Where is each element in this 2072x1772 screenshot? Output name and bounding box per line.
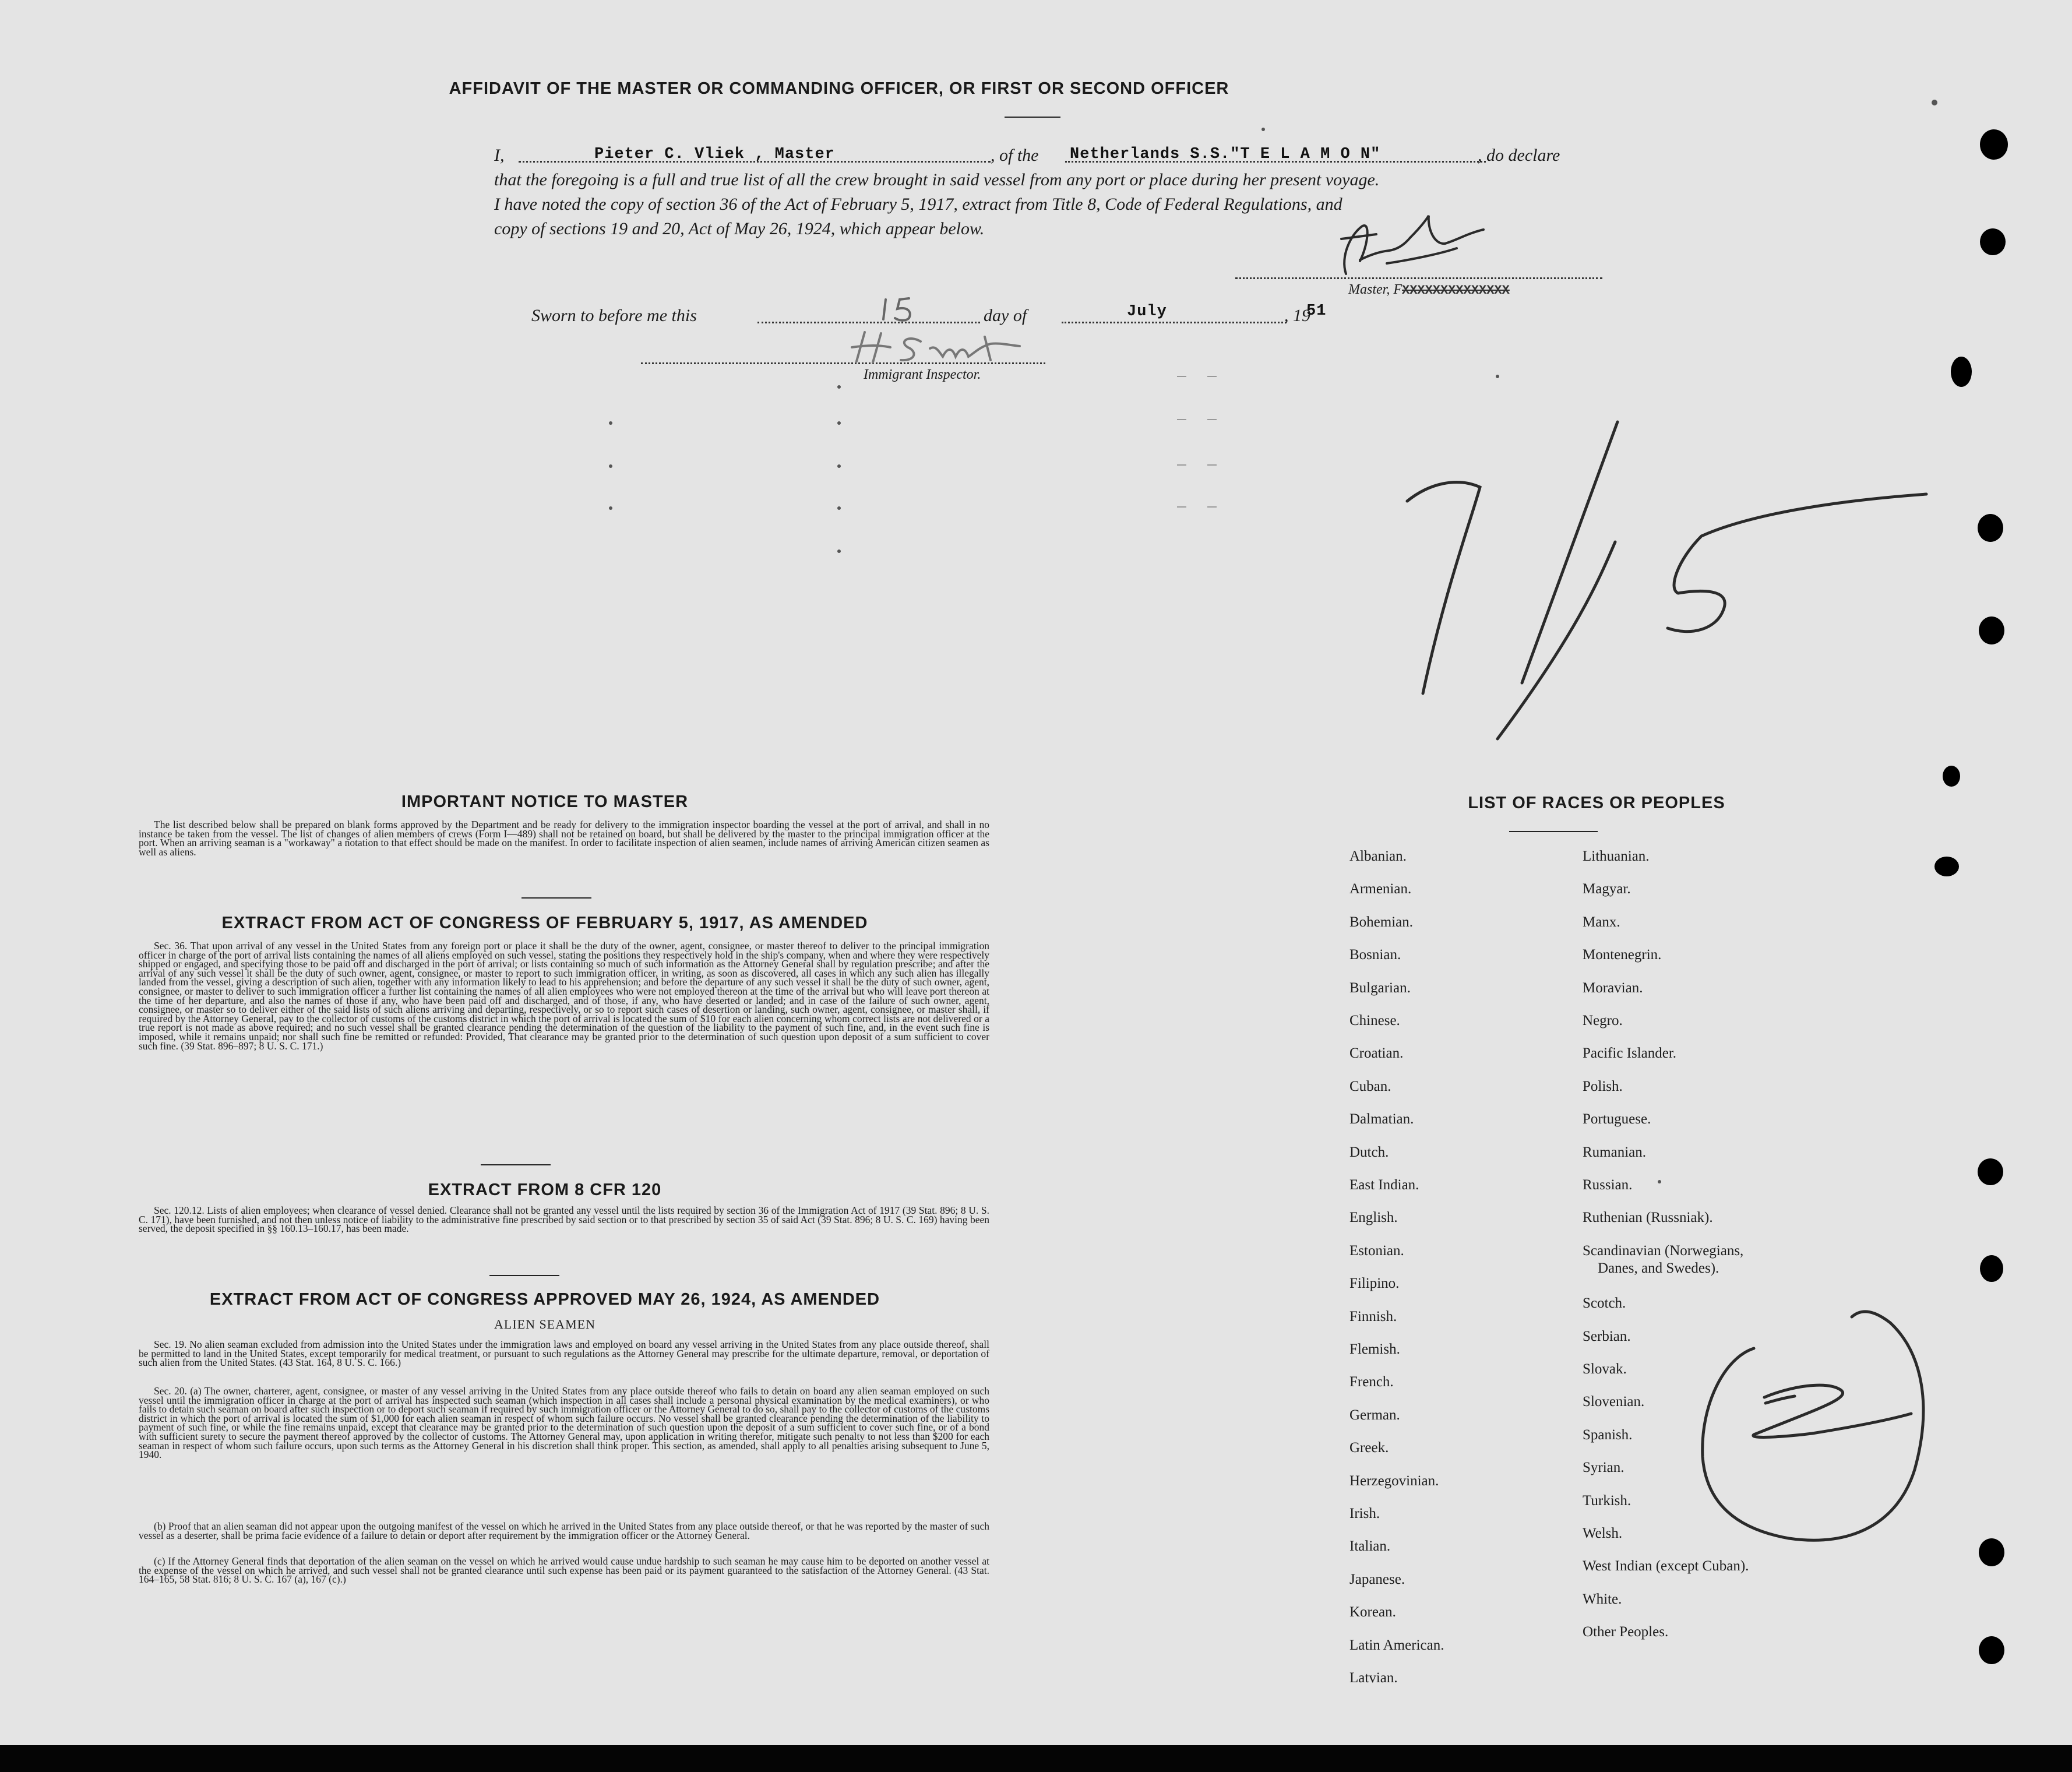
- race-item: Syrian.: [1583, 1460, 1625, 1476]
- scan-bottom-border: [0, 1745, 2072, 1772]
- officer-struck-text: XXXXXXXXXXXXXX: [1402, 283, 1510, 298]
- punch-hole: [1943, 766, 1960, 787]
- faint-dashes: [1177, 376, 1217, 507]
- extract-1917-heading: EXTRACT FROM ACT OF CONGRESS OF FEBRUARY 5, 1917, AS AMENDED: [221, 914, 868, 932]
- master-signature: [1341, 216, 1483, 274]
- race-item: Italian.: [1349, 1538, 1391, 1555]
- race-item: English.: [1349, 1210, 1398, 1226]
- race-item: Moravian.: [1583, 980, 1643, 996]
- race-item: Greek.: [1349, 1440, 1389, 1456]
- extract-1924-heading: EXTRACT FROM ACT OF CONGRESS APPROVED MAY 26, 1924, AS AMENDED: [209, 1290, 880, 1309]
- declaration-line-3: I have noted the copy of section 36 of the Act of February 5, 1917, extract from Title 8, Code of Federal Regulations, and: [494, 195, 1342, 214]
- punch-hole: [1979, 1636, 2004, 1664]
- race-item: Scotch.: [1583, 1295, 1626, 1312]
- race-item: Finnish.: [1349, 1308, 1397, 1324]
- race-item: Turkish.: [1583, 1492, 1631, 1509]
- paper-specks: [609, 100, 1937, 1183]
- punch-hole: [1979, 1538, 2004, 1566]
- declaration-line-2: that the foregoing is a full and true list of all the crew brought in said vessel from any port or place during her present voyage.: [494, 170, 1380, 189]
- punch-hole: [1979, 616, 2004, 644]
- year-value: 51: [1306, 302, 1327, 320]
- year-prefix: , 19: [1284, 306, 1310, 325]
- month-value: July: [1127, 303, 1167, 320]
- circled-mark-handwritten: [1703, 1312, 1923, 1540]
- race-item: Ruthenian (Russniak).: [1583, 1210, 1713, 1226]
- extract-cfr-heading: EXTRACT FROM 8 CFR 120: [428, 1181, 662, 1199]
- race-item: Danes, and Swedes).: [1598, 1260, 1719, 1276]
- affidavit-title: AFFIDAVIT OF THE MASTER OR COMMANDING OFFICER, OR FIRST OR SECOND OFFICER: [449, 79, 1229, 98]
- race-item: Manx.: [1583, 914, 1620, 930]
- race-item: Bulgarian.: [1349, 980, 1411, 996]
- race-item: Dutch.: [1349, 1144, 1389, 1160]
- race-item: Magyar.: [1583, 881, 1631, 897]
- race-item: West Indian (except Cuban).: [1583, 1558, 1749, 1574]
- race-item: Serbian.: [1583, 1328, 1631, 1344]
- punch-hole: [1978, 1158, 2003, 1185]
- race-item: Polish.: [1583, 1078, 1623, 1094]
- extract-1924-sec19: Sec. 19. No alien seaman excluded from admission into the United States under the immigration laws and employed on board any vessel arriving in the United States from any place outside thereof, shall be permitted to land in the United States, except temporarily for medical treatment, or pursuant to such regulations as the Attorney General may prescribe for the ultimate departure, removal, or deportation of such alien from the United States. (43 Stat. 164, 8 U. S. C. 166.): [139, 1338, 989, 1369]
- race-item: Korean.: [1349, 1604, 1396, 1620]
- race-item: Montenegrin.: [1583, 947, 1662, 963]
- race-item: Rumanian.: [1583, 1144, 1647, 1160]
- day-of-label: day of: [984, 306, 1027, 325]
- race-item: Lithuanian.: [1583, 848, 1650, 864]
- race-item: East Indian.: [1349, 1177, 1419, 1193]
- master-name: Pieter C. Vliek , Master: [594, 146, 835, 163]
- race-item: Slovenian.: [1583, 1394, 1645, 1410]
- race-item: Cuban.: [1349, 1078, 1391, 1094]
- race-item: Dalmatian.: [1349, 1111, 1414, 1128]
- race-item: Slovak.: [1583, 1361, 1627, 1377]
- vessel-name: Netherlands S.S."T E L A M O N": [1070, 146, 1381, 163]
- race-item: Spanish.: [1583, 1426, 1633, 1443]
- sworn-label: Sworn to before me this: [531, 306, 697, 325]
- race-item: Estonian.: [1349, 1242, 1404, 1259]
- extract-cfr-text: Sec. 120.12. Lists of alien employees; when clearance of vessel denied. Clearance shall not be granted any vessel until the lists required by section 36 of the Immigration Act of 1917 (39 Stat. 896; 8 U. S. C. 171), have been furnished, and not then unless notice of liability to the administrative fine prescribed by said section or to that prescribed by section 35 of said Act (39 Stat. 896; 8 U. S. C. 169) having been served, the deposit specified in §§ 160.13–160.17, has been made.: [139, 1204, 989, 1235]
- race-item: Latvian.: [1349, 1670, 1398, 1686]
- race-item: Herzegovinian.: [1349, 1472, 1439, 1489]
- punch-hole: [1980, 129, 2008, 160]
- do-declare-label: , do declare: [1478, 146, 1560, 165]
- extract-1924-sec20c: (c) If the Attorney General finds that deportation of the alien seaman on the vessel on which he arrived would cause undue hardship to such seaman he may cause him to be deported on another vessel at the expense of the vessel on which he arrived, and such vessel shall not be granted clearance until such expense has been paid or its payment guaranteed to the satisfaction of the Attorney General. (43 Stat. 164–165, 58 Stat. 816; 8 U. S. C. 167 (a), 167 (c).): [139, 1555, 989, 1586]
- notice-text: The list described below shall be prepared on blank forms approved by the Department and be ready for delivery to the immigration inspector boarding the vessel at the port of arrival, and shall in no instance be taken from the vessel. The list of changes of alien members of crews (Form I—489) shall not be retained on board, but shall be delivered by the master to the principal immigration officer at the port. When an arriving seaman is a "workaway" a notation to that effect should be made on the manifest. In order to facilitate inspection of alien seamen, include names of arriving American citizen seamen as well as aliens.: [139, 819, 989, 858]
- race-item: Latin American.: [1349, 1637, 1444, 1653]
- extract-1924-sec20a: Sec. 20. (a) The owner, charterer, agent, consignee, or master of any vessel arriving in the United States from any place outside thereof who fails to detain on board any alien seaman employed on such vessel until the immigration officer in charge at the port of arrival has inspected such seaman (which inspection in all cases shall include a personal physical examination by the medical examiners), or who fails to detain such seaman on board after such inspection or to deport such seaman if required by such immigration officer or the Attorney General to do so, shall pay to the collector of customs of the customs district in which the port of arrival is located the sum of $1,000 for each alien seaman in respect of whom such failure occurs. No vessel shall be granted clearance pending the determination of the liability to payment of such fine, or while the fine remains unpaid, except that clearance may be granted prior to the determination of such question upon the deposit of a sum sufficient to cover such fine, or of a bond with sufficient surety to secure the payment thereof approved by the collector of customs. The Attorney General may, upon application in writing therefor, mitigate such penalty to not less than $200 for each seaman in respect of whom such failure occurs, upon such terms as the Attorney General in his discretion shall think proper. This section, as amended, shall apply to all penalties arising subsequent to June 5, 1940.: [139, 1385, 989, 1461]
- race-item: Flemish.: [1349, 1341, 1400, 1357]
- inspector-signature: [852, 332, 1020, 362]
- race-item: Filipino.: [1349, 1276, 1400, 1292]
- day-handwritten: [883, 298, 910, 320]
- date-mark-handwritten: [1407, 422, 1926, 739]
- of-the-label: , of the: [991, 146, 1039, 165]
- race-item: Bohemian.: [1349, 914, 1414, 930]
- race-item: Portuguese.: [1583, 1111, 1651, 1128]
- race-item: Negro.: [1583, 1013, 1623, 1028]
- race-item: Albanian.: [1349, 848, 1407, 864]
- punch-hole: [1980, 1255, 2003, 1282]
- race-item: Scandinavian (Norwegians,: [1583, 1242, 1744, 1259]
- race-item: White.: [1583, 1591, 1622, 1607]
- race-item: Irish.: [1349, 1506, 1380, 1521]
- race-item: Chinese.: [1349, 1013, 1400, 1028]
- alien-seamen-subheading: ALIEN SEAMEN: [494, 1317, 595, 1331]
- extract-1924-sec20b: (b) Proof that an alien seaman did not appear upon the outgoing manifest of the vessel on which he arrived in the United States from any place outside thereof, or that he was reported by the master of such vessel as a deserter, shall be prima facie evidence of a failure to detain or deport after requirement by the immigration officer or the Attorney General.: [139, 1520, 989, 1541]
- race-item: Russian.: [1583, 1177, 1633, 1193]
- declaration-prefix: I,: [494, 146, 505, 165]
- race-item: Other Peoples.: [1583, 1624, 1669, 1640]
- race-item: Bosnian.: [1349, 947, 1401, 963]
- race-item: Armenian.: [1349, 881, 1412, 897]
- punch-hole: [1934, 857, 1959, 876]
- race-item: Welsh.: [1583, 1526, 1623, 1541]
- inspector-caption: Immigrant Inspector.: [864, 367, 981, 382]
- declaration-line-4: copy of sections 19 and 20, Act of May 26, 1924, which appear below.: [494, 219, 985, 238]
- race-item: Croatian.: [1349, 1045, 1404, 1062]
- races-heading: LIST OF RACES OR PEOPLES: [1468, 794, 1725, 812]
- race-item: French.: [1349, 1374, 1394, 1390]
- punch-hole: [1951, 357, 1972, 387]
- race-item: German.: [1349, 1407, 1400, 1423]
- notice-heading: IMPORTANT NOTICE TO MASTER: [401, 792, 689, 811]
- punch-hole: [1980, 228, 2006, 255]
- race-item: Japanese.: [1349, 1571, 1405, 1587]
- extract-1917-text: Sec. 36. That upon arrival of any vessel in the United States from any foreign port or place it shall be the duty of the owner, agent, consignee, or master thereof to deliver to the principal immigration officer in charge of the port of arrival lists containing the names of all aliens employed on such vessel, stating the positions they respectively hold in the ship's company, when and where they were respectively shipped or engaged, and specifying those to be paid off and discharged in the port of arrival; or lists containing so much of such information as the Attorney General shall by regulation prescribe; and after the arrival of any such vessel it shall be the duty of such owner, agent, consignee, or master to report to such immigration officer, in writing, as soon as discovered, all cases in which any such alien has illegally landed from the vessel, giving a description of such alien, together with any information likely to lead to his apprehension; and before the departure of any such vessel it shall be the duty of such owner, agent, consignee, or master to deliver to such immigration officer a further list containing the names of all alien employees who were not employed thereon at the time of the arrival but who will leave port thereon at the time of her departure, and also the names of those if any, who have been paid off and discharged, and of those, if any, who have deserted or landed; and in case of the failure of such owner, agent, consignee, or master so to deliver either of the said lists of such aliens arriving and departing, respectively, or so to report such cases of desertion or landing, such owner, agent, consignee, or master shall, if required by the Attorney General, pay to the collector of customs of the customs district in which the port of arrival is located the sum of $10 for each alien concerning whom correct lists are not delivered or a true report is not made as above required; and no such vessel shall be granted clearance pending the determination of the question of the liability to the payment of such fine, and, in the event such fine is imposed, while it remains unpaid; nor shall such fine be remitted or refunded: Provided, That clearance may be granted prior to the determination of such question upon deposit of a sum sufficient to cover such fine. (39 Stat. 896–897; 8 U. S. C. 171.): [139, 940, 989, 1052]
- race-item: Pacific Islander.: [1583, 1045, 1677, 1062]
- punch-hole: [1978, 514, 2003, 542]
- master-caption-label: Master, F: [1348, 282, 1402, 297]
